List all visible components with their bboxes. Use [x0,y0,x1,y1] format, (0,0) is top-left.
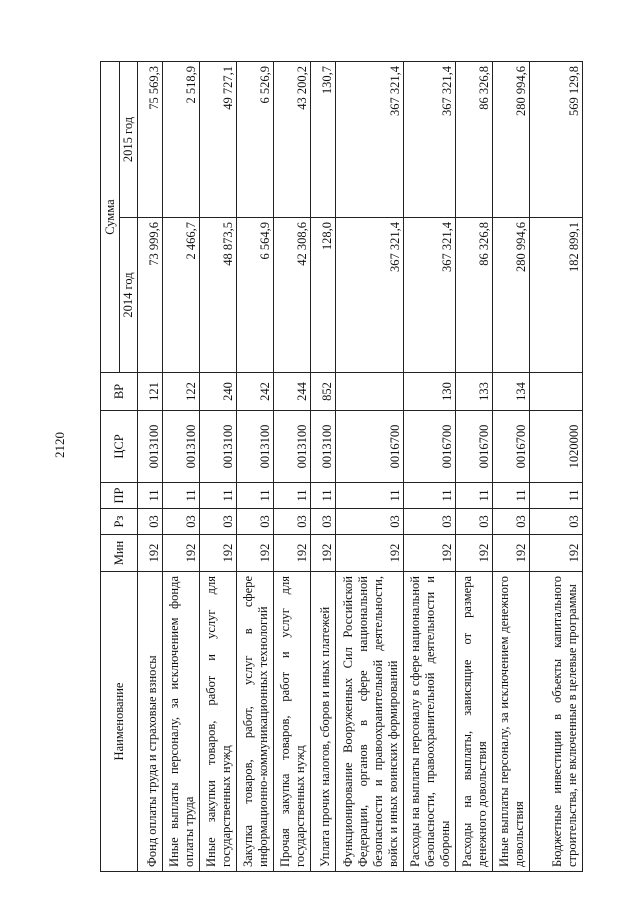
row-name: Расходы на выплаты, зависящие от размера денежного довольствия [456,572,493,872]
row-rz: 03 [311,509,336,535]
row-pr: 11 [163,483,200,509]
row-rz: 03 [493,509,530,535]
row-name: Иные закупки товаров, работ и услуг для государственных нужд [200,572,237,872]
header-2015: 2015 год [120,62,138,218]
row-min: 192 [237,535,274,572]
row-name: Прочая закупка товаров, работ и услуг для государственных нужд [274,572,311,872]
row-sum-2015: 569 129,8 [530,62,583,218]
row-pr: 11 [493,483,530,509]
row-csr: 0016700 [493,411,530,483]
row-min: 192 [274,535,311,572]
row-sum-2015: 367 321,4 [336,62,404,218]
row-vr: 852 [311,373,336,411]
table-row [404,62,456,872]
row-sum-2015: 49 727,1 [200,62,237,218]
row-pr: 11 [237,483,274,509]
table-row [274,62,311,872]
header-pr: ПР [101,483,138,509]
row-name: Уплата прочих налогов, сборов и иных платежей [311,572,336,872]
row-pr: 11 [200,483,237,509]
row-sum-2014: 182 899,1 [530,218,583,373]
row-sum-2014: 42 308,6 [274,218,311,373]
row-vr [336,373,404,411]
table-row [138,62,163,872]
header-2014: 2014 год [120,218,138,373]
row-min: 192 [456,535,493,572]
row-vr: 121 [138,373,163,411]
table-row [163,62,200,872]
row-name: Бюджетные инвестиции в объекты капитального строительства, не включенные в целевые программы [530,572,583,872]
row-name: Иные выплаты персоналу, за исключением денежного довольствия [493,572,530,872]
table-row [456,62,493,872]
row-sum-2015: 75 569,3 [138,62,163,218]
row-sum-2015: 367 321,4 [404,62,456,218]
row-vr: 133 [456,373,493,411]
row-name: Иные выплаты персоналу, за исключением фонда оплаты труда [163,572,200,872]
header-min: Мин [101,535,138,572]
row-name: Расходы на выплаты персоналу в сфере национальной безопасности, правоохранительной деятельности и обороны [404,572,456,872]
row-sum-2015: 86 326,8 [456,62,493,218]
row-rz: 03 [336,509,404,535]
row-rz: 03 [163,509,200,535]
row-name: Фонд оплаты труда и страховые взносы [138,572,163,872]
row-rz: 03 [237,509,274,535]
row-csr: 0013100 [138,411,163,483]
row-min: 192 [530,535,583,572]
row-sum-2015: 130,7 [311,62,336,218]
row-vr: 122 [163,373,200,411]
row-vr [530,373,583,411]
row-vr: 134 [493,373,530,411]
table-body [138,62,583,872]
row-rz: 03 [530,509,583,535]
row-csr: 1020000 [530,411,583,483]
row-sum-2015: 43 200,2 [274,62,311,218]
row-vr: 242 [237,373,274,411]
row-min: 192 [404,535,456,572]
row-csr: 0013100 [163,411,200,483]
table-row [311,62,336,872]
row-rz: 03 [404,509,456,535]
row-sum-2014: 367 321,4 [336,218,404,373]
row-sum-2014: 6 564,9 [237,218,274,373]
header-vr: ВР [101,373,138,411]
row-sum-2014: 128,0 [311,218,336,373]
row-sum-2015: 280 994,6 [493,62,530,218]
row-pr: 11 [274,483,311,509]
row-csr: 0013100 [237,411,274,483]
table-row [530,62,583,872]
row-sum-2014: 2 466,7 [163,218,200,373]
row-sum-2014: 73 999,6 [138,218,163,373]
table-row [336,62,404,872]
rotated-page [100,62,620,872]
row-pr: 11 [530,483,583,509]
row-rz: 03 [456,509,493,535]
row-name: Закупка товаров, работ, услуг в сфере информационно-коммуникационных технологий [237,572,274,872]
row-vr: 130 [404,373,456,411]
table-row [493,62,530,872]
row-sum-2014: 280 994,6 [493,218,530,373]
row-pr: 11 [138,483,163,509]
row-min: 192 [493,535,530,572]
row-pr: 11 [311,483,336,509]
row-csr: 0013100 [274,411,311,483]
row-pr: 11 [404,483,456,509]
row-min: 192 [138,535,163,572]
table-row [200,62,237,872]
row-min: 192 [336,535,404,572]
header-csr: ЦСР [101,411,138,483]
row-csr: 0016700 [336,411,404,483]
row-vr: 244 [274,373,311,411]
row-pr: 11 [336,483,404,509]
row-rz: 03 [274,509,311,535]
row-sum-2015: 6 526,9 [237,62,274,218]
row-name: Функционирование Вооруженных Сил Российской Федерации, органов в сфере национальной безопасности и правоохранительной деятельности, войск и иных воинских формирований [336,572,404,872]
header-sum: Сумма [101,62,120,373]
row-min: 192 [311,535,336,572]
budget-table [100,61,583,872]
row-rz: 03 [138,509,163,535]
row-pr: 11 [456,483,493,509]
row-sum-2014: 367 321,4 [404,218,456,373]
row-sum-2014: 48 873,5 [200,218,237,373]
row-sum-2014: 86 326,8 [456,218,493,373]
row-min: 192 [200,535,237,572]
row-min: 192 [163,535,200,572]
row-sum-2015: 2 518,9 [163,62,200,218]
page-number: 2120 [52,432,67,458]
row-vr: 240 [200,373,237,411]
row-csr: 0016700 [456,411,493,483]
row-csr: 0016700 [404,411,456,483]
row-csr: 0013100 [200,411,237,483]
row-csr: 0013100 [311,411,336,483]
row-rz: 03 [200,509,237,535]
header-name: Наименование [101,572,138,872]
table-row [237,62,274,872]
header-rz: Рз [101,509,138,535]
